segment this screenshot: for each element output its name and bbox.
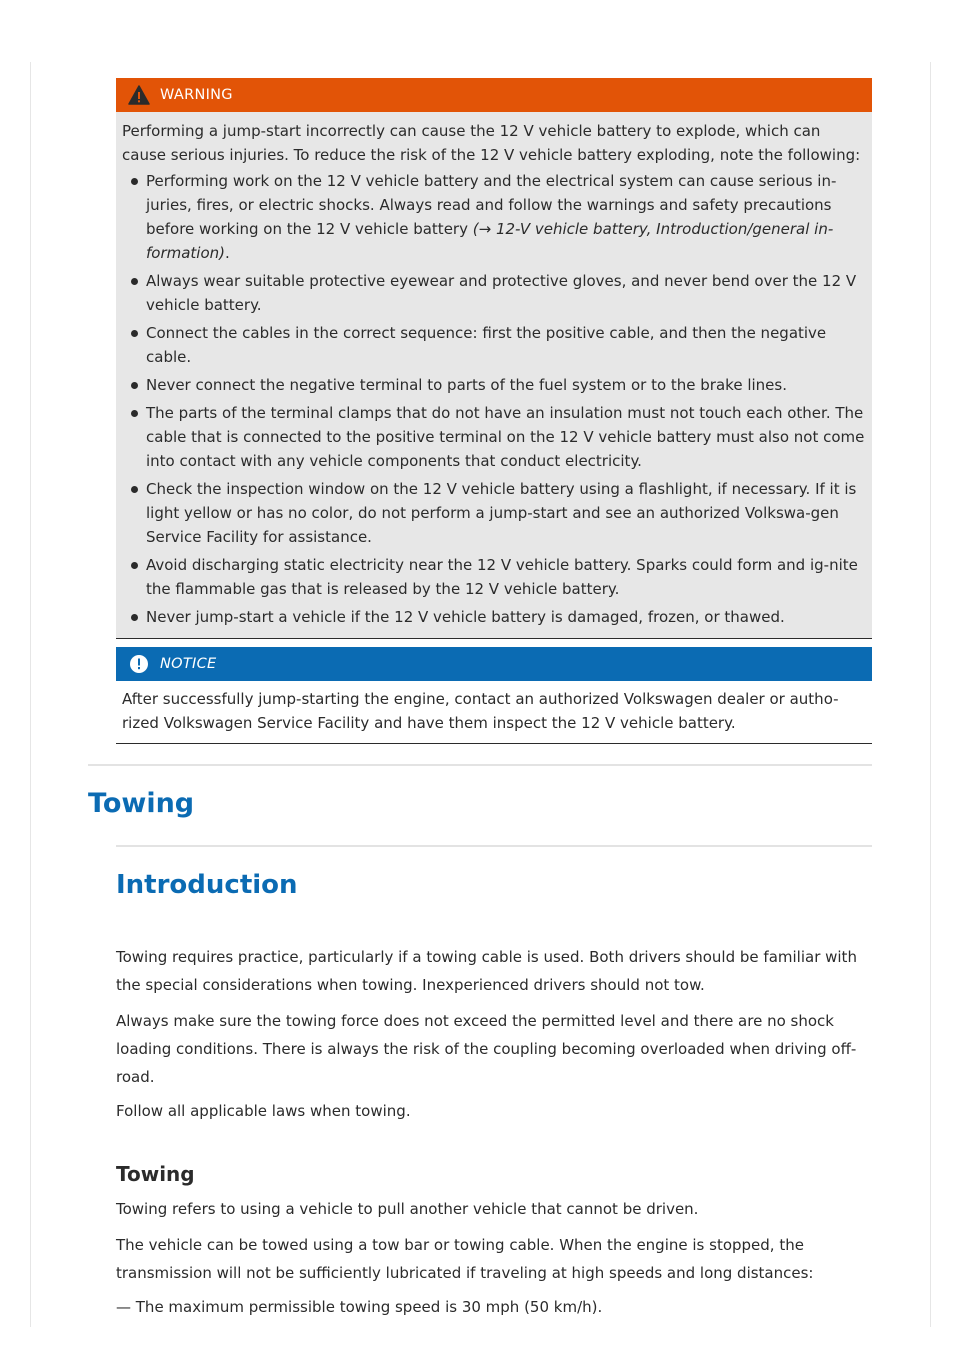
cross-reference-link[interactable]: (→ 12-V vehicle battery, Introduction/general in-formation) — [146, 220, 834, 262]
bullet-icon — [131, 330, 138, 337]
bullet-icon — [131, 178, 138, 185]
bullet-icon — [131, 382, 138, 389]
warning-box — [116, 78, 872, 639]
towing-paragraph: The vehicle can be towed using a tow bar or towing cable. When the engine is stopped, the transmission will not be sufficiently lubricated if traveling at high speeds and long distances: — [116, 1236, 814, 1282]
exclamation-circle-icon — [128, 654, 150, 674]
towing-speed-item: — The maximum permissible towing speed is 30 mph (50 km/h). — [116, 1298, 603, 1316]
notice-header — [116, 647, 872, 681]
bullet-icon — [131, 614, 138, 621]
warning-item: Avoid discharging static electricity near the 12 V vehicle battery. Sparks could form and ig-nite the flammable gas that is released by the 12 V vehicle battery. — [122, 553, 866, 601]
warning-item: Check the inspection window on the 12 V vehicle battery using a flashlight, if necessary. If it is light yellow or has no color, do not perform a jump-start and see an authorized Volkswa-gen Service Facility for assistance. — [122, 477, 866, 549]
warning-item: Never connect the negative terminal to parts of the fuel system or to the brake lines. — [122, 373, 866, 397]
bullet-icon — [131, 486, 138, 493]
warning-list — [122, 169, 866, 629]
subsection-divider — [116, 845, 872, 847]
warning-header — [116, 78, 872, 112]
warning-item: The parts of the terminal clamps that do not have an insulation must not touch each other. The cable that is connected to the positive terminal on the 12 V vehicle battery must also not come into contact with any vehicle components that conduct electricity. — [122, 401, 866, 473]
page-margin-right — [930, 62, 931, 1327]
warning-item: Connect the cables in the correct sequence: first the positive cable, and then the negative cable. — [122, 321, 866, 369]
bullet-icon — [131, 562, 138, 569]
page-margin-left — [30, 62, 31, 1327]
notice-box — [116, 647, 872, 744]
bullet-icon — [131, 410, 138, 417]
subsection-title: Introduction — [116, 870, 298, 900]
bullet-icon — [131, 278, 138, 285]
warning-triangle-icon — [128, 85, 150, 105]
warning-item: Always wear suitable protective eyewear and protective gloves, and never bend over the 12 V vehicle battery. — [122, 269, 866, 317]
notice-text: After successfully jump-starting the engine, contact an authorized Volkswagen dealer or autho-rized Volkswagen Service Facility and have them inspect the 12 V vehicle battery. — [122, 690, 839, 732]
intro-paragraph: Towing requires practice, particularly if a towing cable is used. Both drivers should be familiar with the special considerations when towing. Inexperienced drivers should not tow. — [116, 948, 857, 994]
warning-item: Performing work on the 12 V vehicle battery and the electrical system can cause serious in-juries, fires, or electric shocks. Always read and follow the warnings and safety precautions before working on the 12 V vehicle battery (→ 12-V vehicle battery, Introduction/general in-formation). — [122, 169, 866, 265]
warning-intro: Performing a jump-start incorrectly can cause the 12 V vehicle battery to explode, which can cause serious injuries. To reduce the risk of the 12 V vehicle battery exploding, note the following: — [122, 122, 861, 164]
section-title: Towing — [88, 788, 195, 819]
intro-paragraph: Always make sure the towing force does not exceed the permitted level and there are no shock loading conditions. There is always the risk of the coupling becoming overloaded when driving off-road. — [116, 1012, 857, 1086]
towing-heading: Towing — [116, 1162, 195, 1186]
section-divider — [88, 764, 872, 766]
warning-item: Never jump-start a vehicle if the 12 V vehicle battery is damaged, frozen, or thawed. — [122, 605, 866, 629]
warning-label: WARNING — [160, 87, 233, 103]
intro-paragraph: Follow all applicable laws when towing. — [116, 1102, 411, 1120]
warning-body — [116, 112, 872, 639]
notice-body — [116, 681, 872, 744]
notice-label: NOTICE — [160, 656, 217, 672]
towing-paragraph: Towing refers to using a vehicle to pull another vehicle that cannot be driven. — [116, 1200, 699, 1218]
